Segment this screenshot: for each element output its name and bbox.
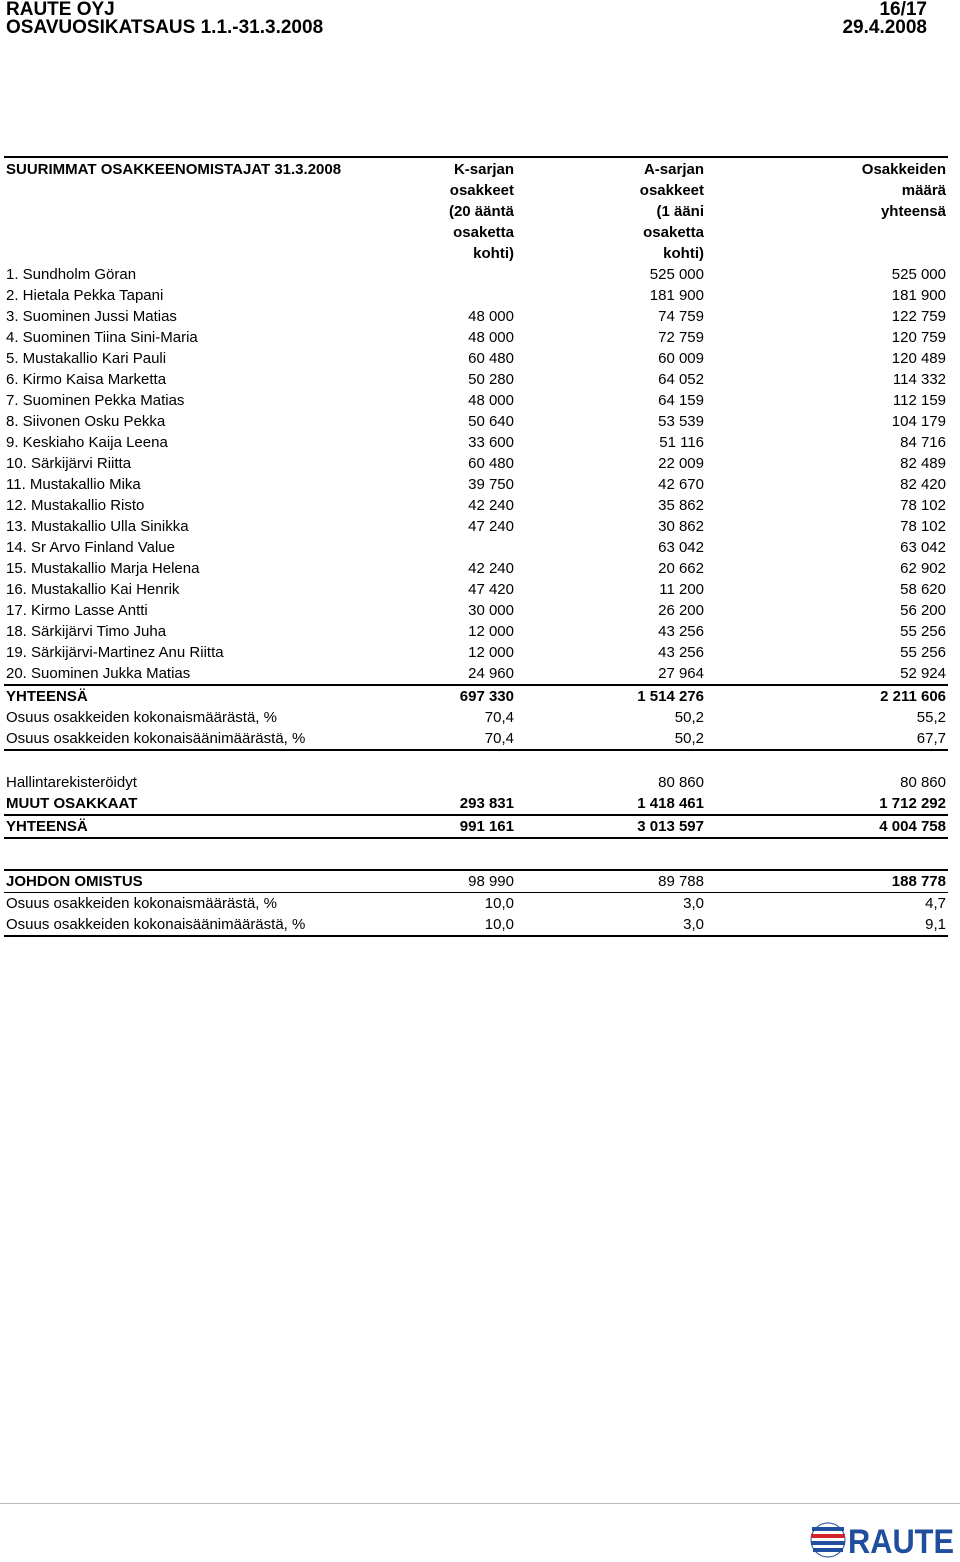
- cell-k: 47 240: [468, 518, 514, 535]
- table-row: [4, 495, 948, 516]
- cell-name: 9. Keskiaho Kaija Leena: [6, 434, 168, 451]
- table-row: [4, 600, 948, 621]
- cell-name: 18. Särkijärvi Timo Juha: [6, 623, 167, 640]
- cell-total: 82 489: [900, 455, 946, 472]
- cell-a: 72 759: [658, 329, 704, 346]
- cell-a: 63 042: [658, 539, 704, 556]
- cell-total: 63 042: [900, 539, 946, 556]
- company-name: RAUTE OYJ: [6, 0, 115, 20]
- cell-total: 78 102: [900, 518, 946, 535]
- cell-k: 70,4: [484, 730, 514, 747]
- cell-k: 50 280: [468, 371, 514, 388]
- cell-name: 11. Mustakallio Mika: [6, 476, 141, 493]
- table-row: [4, 474, 948, 495]
- cell-name: 15. Mustakallio Marja Helena: [6, 560, 200, 577]
- table-row: [4, 306, 948, 327]
- globe-icon: [811, 1523, 845, 1557]
- cell-total: 112 159: [892, 392, 946, 409]
- cell-name: 20. Suominen Jukka Matias: [6, 665, 191, 682]
- cell-k: 60 480: [468, 455, 514, 472]
- cell-a: 43 256: [658, 623, 704, 640]
- table-row: [4, 621, 948, 642]
- cell-total: 78 102: [900, 497, 946, 514]
- cell-total: 104 179: [891, 413, 946, 430]
- cell-name: Osuus osakkeiden kokonaisäänimäärästä, %: [6, 730, 306, 747]
- cell-total: 120 489: [891, 350, 946, 367]
- cell-a: 1 418 461: [637, 795, 704, 812]
- cell-total: 55 256: [900, 623, 946, 640]
- table-row: [4, 558, 948, 579]
- cell-total: 58 620: [900, 581, 946, 598]
- cell-a: 50,2: [674, 709, 704, 726]
- cell-name: 17. Kirmo Lasse Antti: [6, 602, 148, 619]
- table-row: [4, 390, 948, 411]
- cell-total: 188 778: [891, 873, 946, 890]
- other-shareholders-row: [4, 793, 948, 814]
- cell-name: Osuus osakkeiden kokonaisäänimäärästä, %: [6, 916, 306, 933]
- management-total-row: [4, 869, 948, 892]
- cell-k: 42 240: [468, 560, 514, 577]
- cell-total: 82 420: [900, 476, 946, 493]
- cell-total: 114 332: [892, 371, 946, 388]
- cell-name: Osuus osakkeiden kokonaismäärästä, %: [6, 895, 277, 912]
- cell-a: 89 788: [658, 873, 704, 890]
- management-ownership-table: [4, 869, 948, 937]
- cell-k: 48 000: [468, 329, 514, 346]
- cell-name: 2. Hietala Pekka Tapani: [6, 287, 164, 304]
- management-share-votes-row: [4, 914, 948, 937]
- cell-name: 3. Suominen Jussi Matias: [6, 308, 177, 325]
- cell-a: 525 000: [649, 266, 704, 283]
- table-row: [4, 432, 948, 453]
- cell-k: 39 750: [468, 476, 514, 493]
- cell-k: 98 990: [468, 873, 514, 890]
- cell-name: JOHDON OMISTUS: [6, 873, 143, 890]
- cell-total: 80 860: [900, 774, 946, 791]
- cell-a: 42 670: [658, 476, 704, 493]
- cell-k: 12 000: [468, 644, 514, 661]
- cell-k: 48 000: [468, 392, 514, 409]
- shareholders-table: [4, 156, 948, 839]
- table-row: [4, 348, 948, 369]
- cell-a: 74 759: [658, 308, 704, 325]
- cell-total: 56 200: [900, 602, 946, 619]
- cell-a: 43 256: [658, 644, 704, 661]
- cell-a: 50,2: [674, 730, 704, 747]
- cell-total: 84 716: [900, 434, 946, 451]
- cell-name: Hallintarekisteröidyt: [6, 774, 137, 791]
- cell-name: 13. Mustakallio Ulla Sinikka: [6, 518, 189, 535]
- cell-a: 11 200: [659, 581, 704, 598]
- cell-total: 1 712 292: [879, 795, 946, 812]
- col-k-shares-header: K-sarjan osakkeet (20 ääntä osaketta kohti): [448, 161, 514, 262]
- cell-a: 3 013 597: [637, 818, 704, 835]
- cell-name: 8. Siivonen Osku Pekka: [6, 413, 166, 430]
- cell-k: 30 000: [468, 602, 514, 619]
- cell-a: 30 862: [658, 518, 704, 535]
- table-row: [4, 285, 948, 306]
- cell-total: 181 900: [891, 287, 946, 304]
- cell-k: 42 240: [468, 497, 514, 514]
- total-row: [4, 684, 948, 707]
- cell-k: 33 600: [468, 434, 514, 451]
- cell-k: 10,0: [484, 916, 514, 933]
- cell-a: 80 860: [658, 774, 704, 791]
- table-title: SUURIMMAT OSAKKEENOMISTAJAT 31.3.2008: [6, 161, 342, 178]
- cell-name: MUUT OSAKKAAT: [6, 795, 138, 812]
- table-row: [4, 264, 948, 285]
- cell-a: 181 900: [649, 287, 704, 304]
- report-date: 29.4.2008: [842, 17, 927, 38]
- table-row: [4, 579, 948, 600]
- cell-total: 52 924: [900, 665, 946, 682]
- cell-a: 27 964: [658, 665, 704, 682]
- table-row: [4, 411, 948, 432]
- cell-name: YHTEENSÄ: [6, 818, 88, 835]
- grand-total-row: [4, 814, 948, 839]
- cell-a: 64 052: [658, 371, 704, 388]
- page-number: 16/17: [879, 0, 927, 20]
- cell-total: 55,2: [916, 709, 946, 726]
- logo-text: RAUTE: [848, 1523, 954, 1560]
- shareholder-rows: [4, 264, 948, 684]
- cell-k: 70,4: [484, 709, 514, 726]
- cell-k: 60 480: [468, 350, 514, 367]
- cell-a: 22 009: [658, 455, 704, 472]
- raute-logo: [810, 1520, 956, 1560]
- cell-total: 4 004 758: [879, 818, 946, 835]
- cell-name: 19. Särkijärvi-Martinez Anu Riitta: [6, 644, 224, 661]
- cell-total: 525 000: [891, 266, 946, 283]
- table-row: [4, 453, 948, 474]
- spacer: [4, 751, 948, 772]
- cell-total: 62 902: [900, 560, 946, 577]
- col-a-shares-header: A-sarjan osakkeet (1 ääni osaketta kohti): [639, 161, 704, 262]
- cell-k: 24 960: [468, 665, 514, 682]
- cell-a: 20 662: [658, 560, 704, 577]
- cell-name: Osuus osakkeiden kokonaismäärästä, %: [6, 709, 277, 726]
- table-row: [4, 663, 948, 684]
- cell-k: 10,0: [484, 895, 514, 912]
- table-row: [4, 642, 948, 663]
- cell-total: 120 759: [891, 329, 946, 346]
- share-count-row: [4, 707, 948, 728]
- table-row: [4, 516, 948, 537]
- cell-a: 51 116: [659, 434, 704, 451]
- cell-a: 53 539: [658, 413, 704, 430]
- table-row: [4, 327, 948, 348]
- footer-divider: [0, 1503, 960, 1504]
- cell-k: 47 420: [468, 581, 514, 598]
- cell-total: 4,7: [925, 895, 946, 912]
- cell-name: 12. Mustakallio Risto: [6, 497, 145, 514]
- cell-name: 6. Kirmo Kaisa Marketta: [6, 371, 167, 388]
- cell-name: YHTEENSÄ: [6, 688, 88, 705]
- report-title: OSAVUOSIKATSAUS 1.1.-31.3.2008: [6, 17, 324, 38]
- cell-name: 5. Mustakallio Kari Pauli: [6, 350, 167, 367]
- table-row: [4, 369, 948, 390]
- cell-a: 3,0: [683, 895, 704, 912]
- cell-k: 12 000: [468, 623, 514, 640]
- cell-total: 9,1: [925, 916, 946, 933]
- cell-name: 7. Suominen Pekka Matias: [6, 392, 185, 409]
- share-votes-row: [4, 728, 948, 751]
- cell-name: 16. Mustakallio Kai Henrik: [6, 581, 180, 598]
- nominee-row: [4, 772, 948, 793]
- cell-total: 55 256: [900, 644, 946, 661]
- cell-name: 4. Suominen Tiina Sini-Maria: [6, 329, 198, 346]
- cell-total: 2 211 606: [880, 688, 946, 705]
- cell-a: 3,0: [683, 916, 704, 933]
- cell-a: 35 862: [658, 497, 704, 514]
- cell-k: 50 640: [468, 413, 514, 430]
- cell-k: 991 161: [459, 818, 514, 835]
- table-row: [4, 537, 948, 558]
- cell-name: 10. Särkijärvi Riitta: [6, 455, 132, 472]
- cell-name: 1. Sundholm Göran: [6, 266, 137, 283]
- cell-k: 48 000: [468, 308, 514, 325]
- cell-a: 60 009: [658, 350, 704, 367]
- cell-total: 67,7: [916, 730, 946, 747]
- management-share-count-row: [4, 892, 948, 914]
- cell-name: 14. Sr Arvo Finland Value: [6, 539, 175, 556]
- cell-a: 64 159: [658, 392, 704, 409]
- cell-k: 697 330: [459, 688, 514, 705]
- cell-a: 1 514 276: [637, 688, 704, 705]
- table-header: [4, 156, 948, 264]
- cell-k: 293 831: [459, 795, 514, 812]
- col-total-header: Osakkeiden määrä yhteensä: [861, 161, 946, 220]
- cell-total: 122 759: [891, 308, 946, 325]
- cell-a: 26 200: [658, 602, 704, 619]
